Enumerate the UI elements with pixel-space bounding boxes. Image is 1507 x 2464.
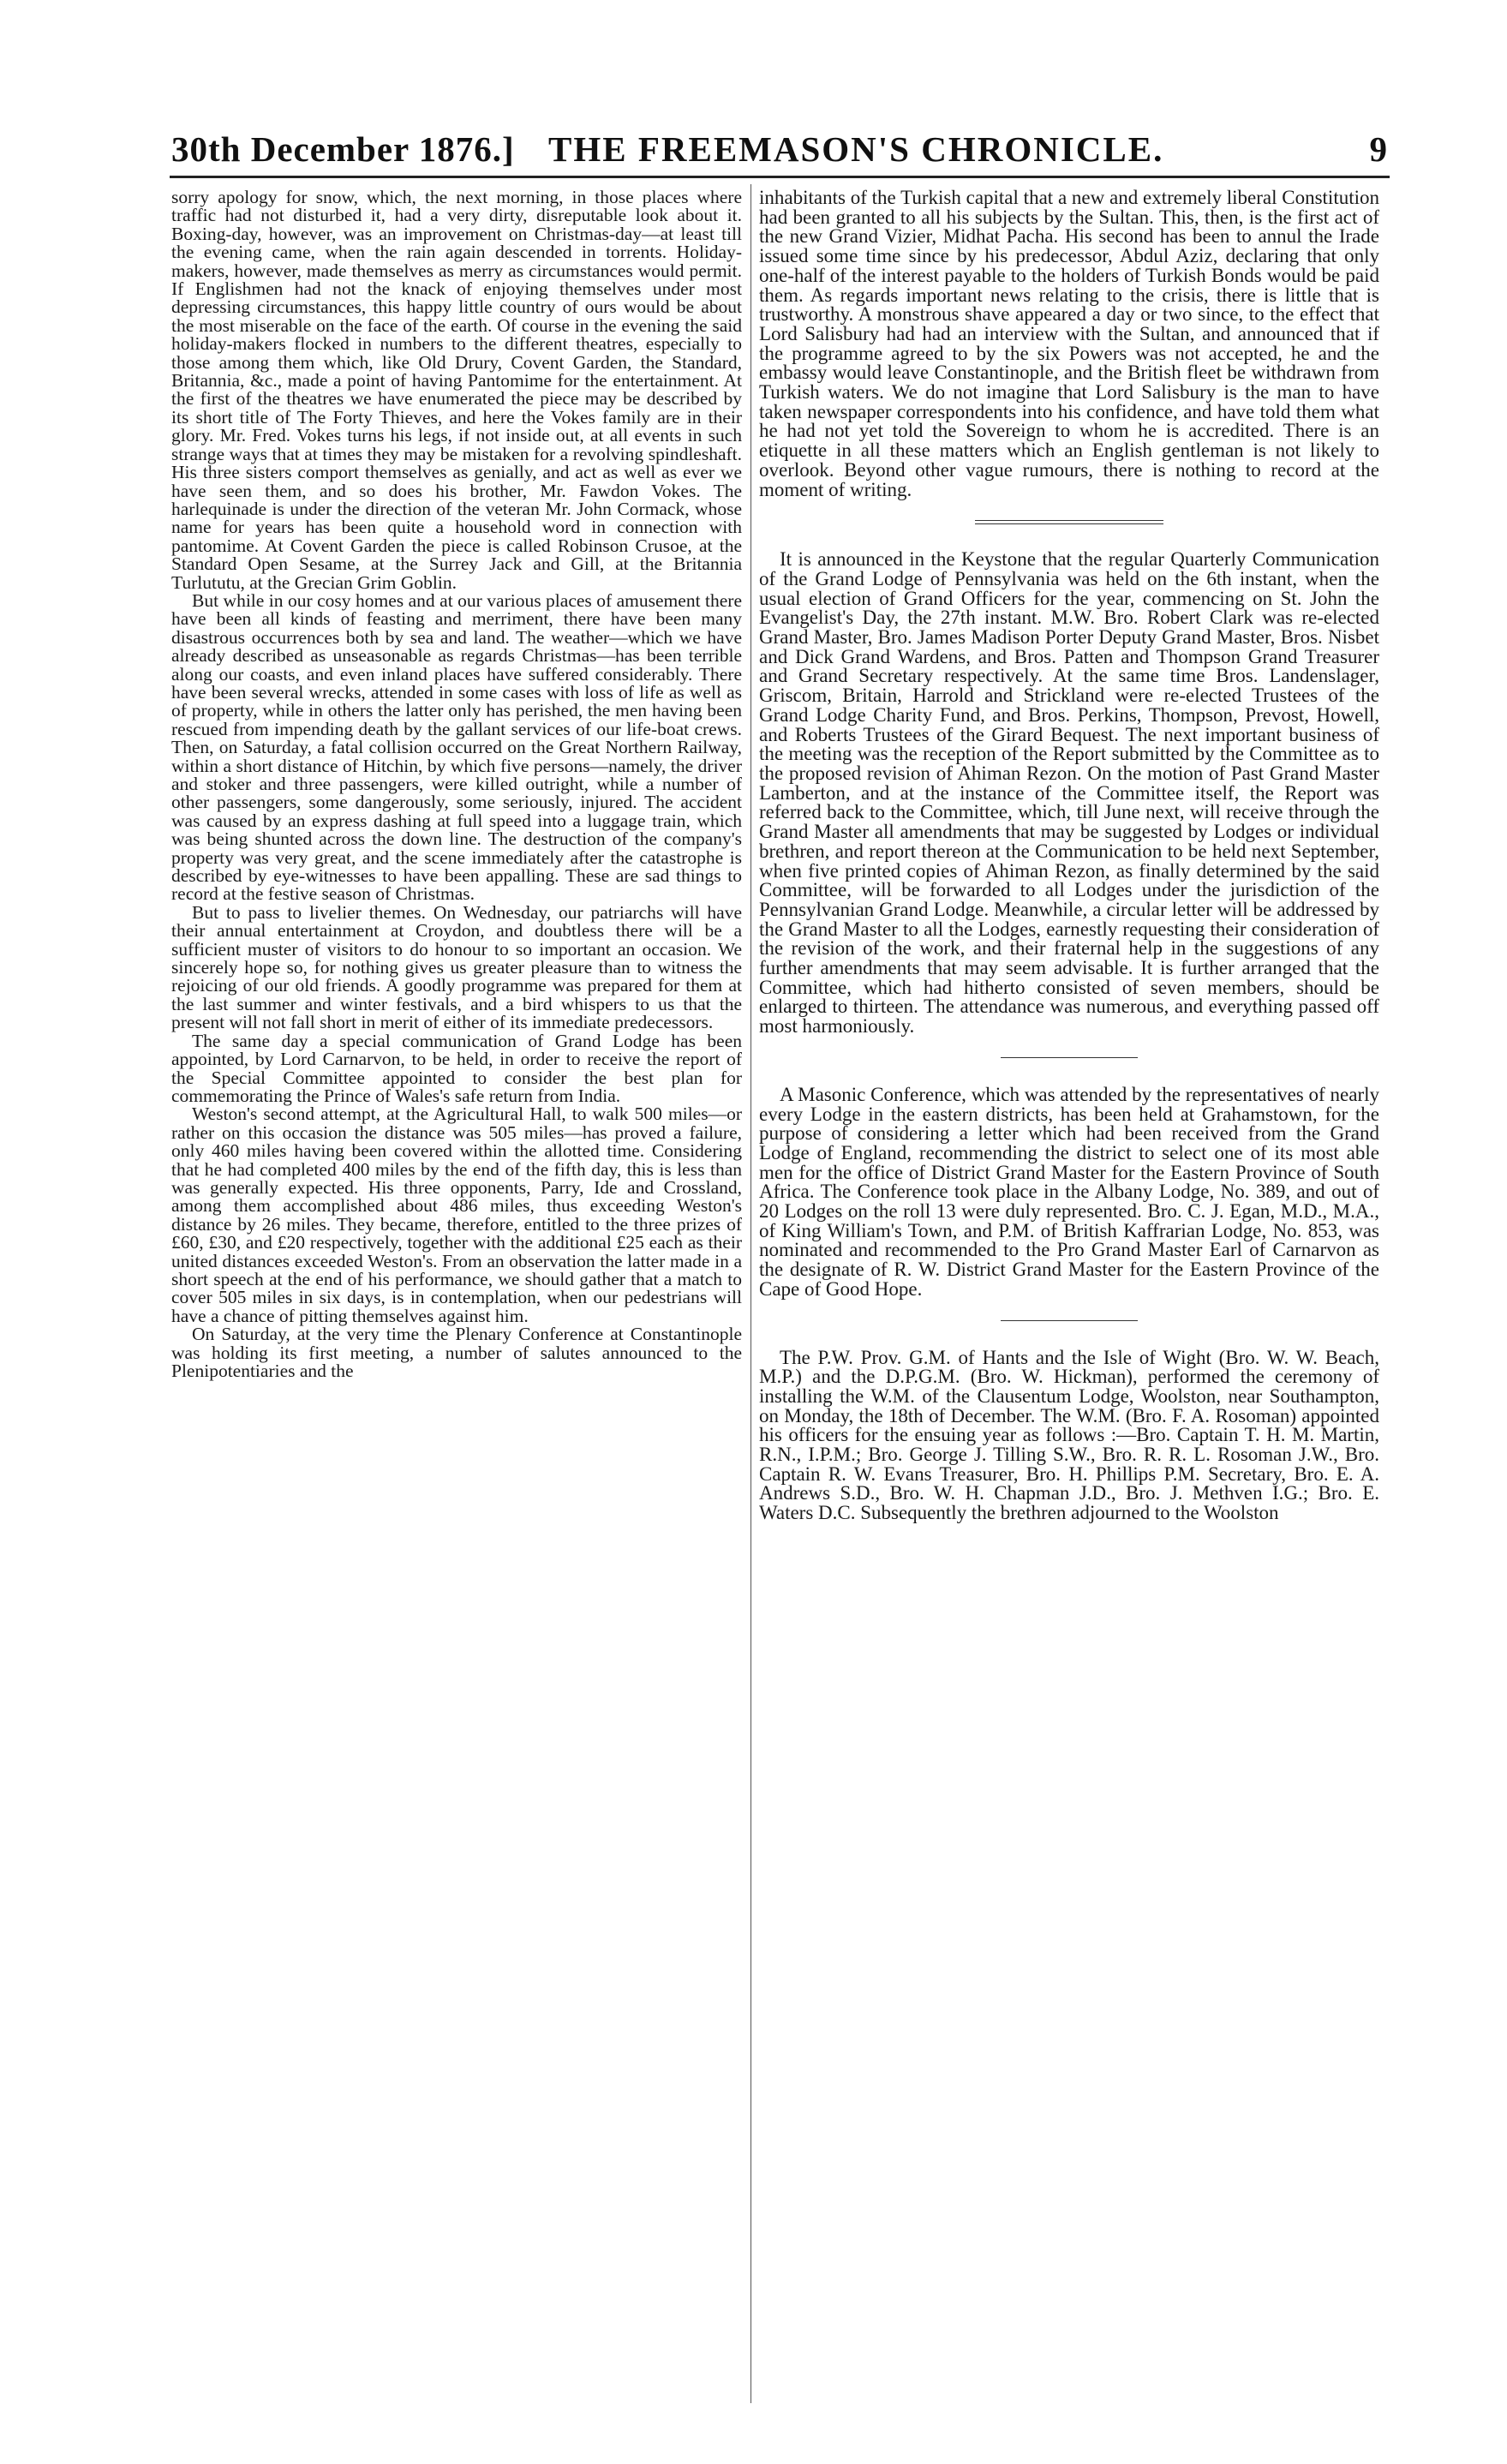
section-separator <box>1001 1057 1138 1058</box>
left-column <box>171 188 742 2416</box>
article-paragraph: The same day a special communication of Grand Lodge has been appointed, by Lord Carnarvon, to be held, in order to receive the report of the Special Committee appointed to consider the best plan for commemorating the Prince of Wales's safe return from India. <box>171 1030 742 1106</box>
page-number: 9 <box>1369 129 1388 169</box>
article-paragraph: On Saturday, at the very time the Plenary Conference at Constantinople was holding its first meeting, a number of salutes announced to the Plenipotentiaries and the <box>171 1324 742 1381</box>
issue-date: 30th December 1876.] <box>171 129 515 169</box>
article-paragraph: Weston's second attempt, at the Agricultural Hall, to walk 500 miles—or rather on this occasion the distance was 505 miles—has proved a failure, only 460 miles having been covered within the allotted time. Considering that he had completed 400 miles by the end of the fifth day, this is less than was generally expected. His three opponents, Parry, Ide and Crossland, among them accomplished about 486 miles, thus exceeding Weston's distance by 26 miles. They became, therefore, entitled to the three prizes of £60, £30, and £20 respectively, together with the additional £25 each as their united distances exceeded Weston's. From an observation the latter made in a short speech at the end of his performance, we should gather that a match to cover 505 miles in six days, is in contemplation, when our pedestrians will have a chance of pitting themselves against him. <box>171 1103 742 1326</box>
article-paragraph: sorry apology for snow, which, the next morning, in those places where traffic had not disturbed it, had a very dirty, disreputable look about it. Boxing-day, however, was an improvement on Christmas-day—at least till the evening came, when the rain again descended in torrents. Holiday-makers, however, made themselves as merry as circumstances would permit. If Englishmen had not the knack of enjoying themselves under most depressing circumstances, this happy little country of ours would be about the most miserable on the face of the earth. Of course in the evening the said holiday-makers flocked in numbers to the different theatres, especially to those among them which, like Old Drury, Covent Garden, the Standard, Britannia, &c., made a point of having Pantomime for the entertainment. At the first of the theatres we have enumerated the piece may be described by its short title of The Forty Thieves, and here the Vokes family are in their glory. Mr. Fred. Vokes turns his legs, if not inside out, at all events in such strange ways that at times they may be mistaken for a revolving spindleshaft. His three sisters comport themselves as genially, and act as well as ever we have seen them, and so does his brother, Mr. Fawdon Vokes. The harlequinade is under the direction of the veteran Mr. John Cormack, whose name for years has been quite a household word in connection with pantomime. At Covent Garden the piece is called Robinson Crusoe, at the Standard Open Sesame, at the Surrey Jack and Gill, at the Britannia Turlututu, at the Grecian Grim Goblin. <box>171 188 742 593</box>
article-paragraph: inhabitants of the Turkish capital that a new and extremely liberal Constitution had been granted to all his subjects by the Sultan. This, then, is the first act of the new Grand Vizier, Midhat Pacha. His second has been to annul the Irade issued some time since by his predecessor, Abdul Aziz, declaring that only one-half of the interest payable to the holders of Turkish Bonds would be paid them. As regards important news relating to the crisis, there is little that is trustworthy. A monstrous shave appeared a day or two since, to the effect that Lord Salisbury had had an interview with the Sultan, and announced that if the programme agreed to by the six Powers was not accepted, he and the embassy would leave Constantinople, and the British fleet be withdrawn from Turkish waters. We do not imagine that Lord Salisbury is the man to have taken newspaper correspondents into his confidence, and have told them what he had not yet told the Sovereign to whom he is accredited. There is an etiquette in all these matters which an English gentleman is not likely to overlook. Beyond other vague rumours, there is nothing to record at the moment of writing. <box>759 188 1379 500</box>
section-separator <box>1001 1320 1138 1321</box>
article-paragraph: The P.W. Prov. G.M. of Hants and the Isle of Wight (Bro. W. W. Beach, M.P.) and the D.P.G.M. (Bro. W. Hickman), performed the ceremony of installing the W.M. of the Clausentum Lodge, Woolston, near Southampton, on Monday, the 18th of December. The W.M. (Bro. F. A. Rosoman) appointed his officers for the ensuing year as follows :—Bro. Captain T. H. M. Martin, R.N., I.P.M.; Bro. George J. Tilling S.W., Bro. R. R. L. Rosoman J.W., Bro. Captain R. W. Evans Treasurer, Bro. H. Phillips P.M. Secretary, Bro. E. A. Andrews S.D., Bro. W. H. Chapman J.D., Bro. J. Methven I.G.; Bro. E. Waters D.C. Subsequently the brethren adjourned to the Woolston <box>759 1346 1379 1524</box>
article-paragraph: But while in our cosy homes and at our various places of amusement there have been all kinds of feasting and merriment, there have been many disastrous occurrences both by sea and land. The weather—which we have already described as unseasonable as regards Christmas—has been terrible along our coasts, and even inland places have suffered considerably. There have been several wrecks, attended in some cases with loss of life as well as of property, while in others the latter only has perished, the men having been rescued from impending death by the gallant services of our life-boat crews. Then, on Saturday, a fatal collision occurred on the Great Northern Railway, within a short distance of Hitchin, by which five persons—namely, the driver and stoker and three passengers, were killed outright, while a number of other passengers, some dangerously, some seriously, injured. The accident was caused by an express dashing at full speed into a luggage train, which was being shunted across the down line. The destruction of the company's property was very great, and the scene immediately after the catastrophe is described by eye-witnesses to have been appalling. These are sad things to record at the festive season of Christmas. <box>171 589 742 905</box>
right-column <box>759 188 1379 2416</box>
masthead-title: THE FREEMASON'S CHRONICLE. <box>548 129 1164 169</box>
page-header <box>171 129 1388 171</box>
article-paragraph: A Masonic Conference, which was attended by the representatives of nearly every Lodge in the eastern districts, has been held at Grahamstown, for the purpose of considering a letter which had been received from the Grand Lodge of England, recommending the district to select one of its most able men for the office of District Grand Master for the Eastern Province of South Africa. The Conference took place in the Albany Lodge, No. 389, and out of 20 Lodges on the roll 13 were duly represented. Bro. C. J. Egan, M.D., M.A., of King William's Town, and P.M. of British Kaffrarian Lodge, No. 853, was nominated and recommended to the Pro Grand Master Earl of Carnarvon as the designate of R. W. District Grand Master for the Eastern Province of the Cape of Good Hope. <box>759 1083 1379 1300</box>
article-paragraph: But to pass to livelier themes. On Wednesday, our patriarchs will have their annual entertainment at Croydon, and doubtless there will be a sufficient muster of visitors to do honour to so important an occasion. We sincerely hope so, for nothing gives us greater pleasure than to witness the rejoicing of our old friends. A goodly programme was prepared for them at the last summer and winter festivals, and a bird whispers to us that the present will not fall short in merit of either of its immediate predecessors. <box>171 901 742 1033</box>
article-paragraph: It is announced in the Keystone that the regular Quarterly Communication of the Grand Lodge of Pennsylvania was held on the 6th instant, when the usual election of Grand Officers for the year, commencing on St. John the Evangelist's Day, the 27th instant. M.W. Bro. Robert Clark was re-elected Grand Master, Bro. James Madison Porter Deputy Grand Master, Bros. Nisbet and Dick Grand Wardens, and Bros. Patten and Thompson Grand Treasurer and Grand Secretary respectively. At the same time Bros. Landenslager, Griscom, Britain, Harrold and Strickland were re-elected Trustees of the Grand Lodge Charity Fund, and Bros. Perkins, Thompson, Prevost, Howell, and Roberts Trustees of the Girard Bequest. The next important business of the meeting was the reception of the Report submitted by the Committee as to the proposed revision of Ahiman Rezon. On the motion of Past Grand Master Lamberton, and at the instance of the Committee itself, the Report was referred back to the Committee, which, till June next, will receive through the Grand Master all amendments that may be suggested by Lodges or individual brethren, and report thereon at the Communication to be held next September, when five printed copies of Ahiman Rezon, as finally determined by the said Committee, will be forwarded to all Lodges under the jurisdiction of the Pennsylvanian Grand Lodge. Meanwhile, a circular letter will be addressed by the Grand Master to all the Lodges, earnestly requesting their consideration of the revision of the work, and their fraternal help in the suggestions of any further amendments that may seem advisable. It is further arranged that the Committee, which had hitherto consisted of seven members, should be enlarged to thirteen. The attendance was numerous, and everything passed off most harmoniously. <box>759 548 1379 1038</box>
header-rule <box>170 176 1390 178</box>
section-separator <box>975 520 1163 524</box>
